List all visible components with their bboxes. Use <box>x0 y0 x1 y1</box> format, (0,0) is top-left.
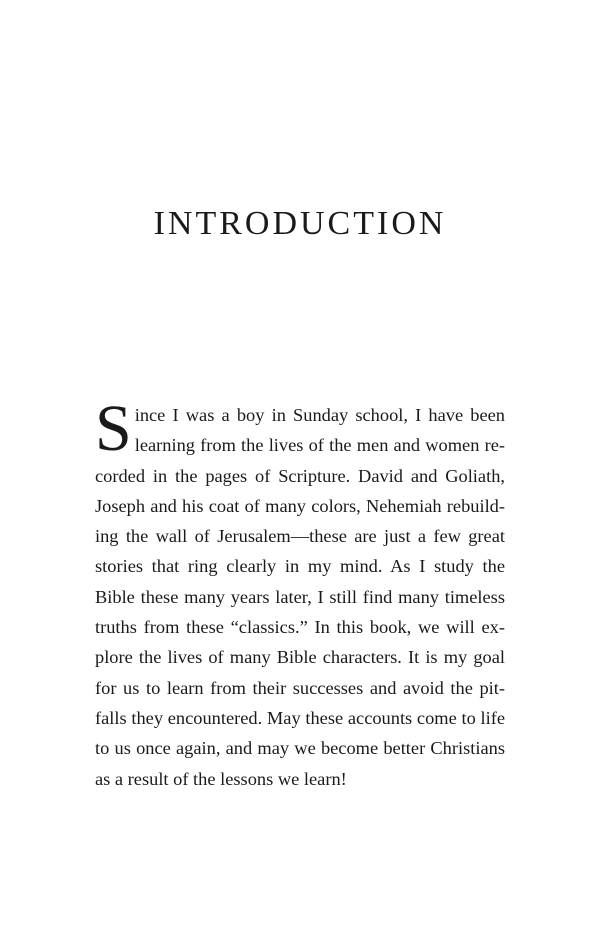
paragraph-line: learning from the lives of the men and women re- <box>134 435 505 456</box>
paragraph-line: falls they encountered. May these accounts come to life <box>95 707 505 728</box>
paragraph-line: corded in the pages of Scripture. David and Goliath, <box>95 465 505 486</box>
drop-cap: S <box>95 392 132 465</box>
paragraph-line: Bible these many years later, I still find many timeless <box>95 586 505 607</box>
paragraph-line: truths from these “classics.” In this book, we will ex- <box>95 617 505 638</box>
paragraph-line: ince I was a boy in Sunday school, I have been <box>134 405 505 425</box>
chapter-title: INTRODUCTION <box>153 205 447 242</box>
paragraph-line: plore the lives of many Bible characters. It is my goal <box>95 647 505 668</box>
introduction-paragraph <box>95 392 505 794</box>
paragraph-line: ing the wall of Jerusalem—these are just a few great <box>95 526 505 547</box>
paragraph-line: Joseph and his coat of many colors, Nehemiah rebuild- <box>95 495 505 516</box>
paragraph-line: to us once again, and may we become better Christians <box>95 738 505 759</box>
paragraph-line: stories that ring clearly in my mind. As I study the <box>95 556 505 577</box>
paragraph-line: as a result of the lessons we learn! <box>95 768 347 789</box>
paragraph-line: for us to learn from their successes and avoid the pit- <box>95 677 505 698</box>
